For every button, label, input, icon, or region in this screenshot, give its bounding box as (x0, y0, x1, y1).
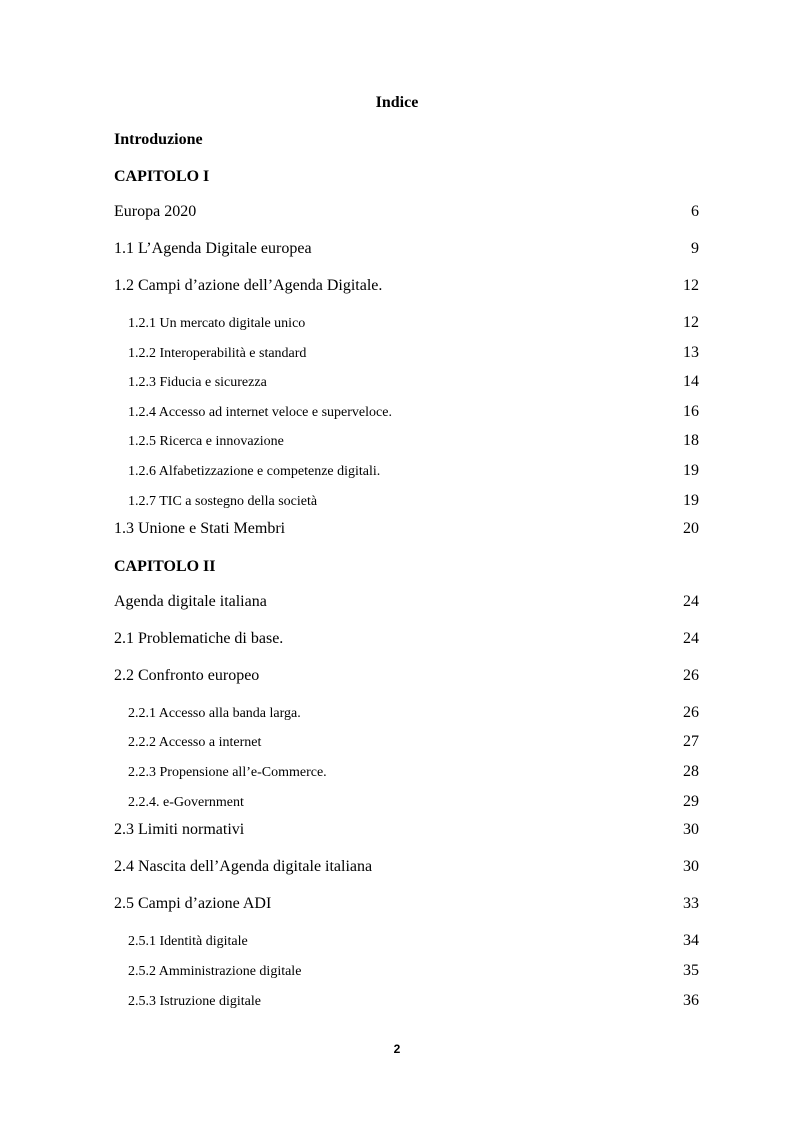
introduction-heading: Introduzione (114, 131, 203, 148)
toc-entry-label: 2.5 Campi d’azione ADI (114, 895, 272, 912)
toc-entry-page: 34 (683, 932, 699, 949)
toc-entry (114, 277, 699, 299)
toc-entry (114, 203, 699, 225)
toc-entry-page: 30 (683, 858, 699, 875)
toc-entry-label: 2.2.3 Propensione all’e-Commerce. (128, 765, 327, 780)
toc-entry-label: 2.5.3 Istruzione digitale (128, 994, 261, 1009)
toc-entry (128, 462, 699, 484)
toc-entry (114, 630, 699, 652)
toc-entry-label: 1.2.7 TIC a sostegno della società (128, 494, 318, 509)
toc-entry-page: 30 (683, 821, 699, 838)
toc-entry-label: 1.1 L’Agenda Digitale europea (114, 240, 312, 257)
toc-entry-page: 6 (691, 203, 699, 220)
toc-entry-label: Europa 2020 (114, 203, 197, 220)
toc-entry-page: 29 (683, 793, 699, 810)
toc-entry-page: 12 (683, 314, 699, 331)
toc-entry-page: 35 (683, 962, 699, 979)
chapter-2-heading: CAPITOLO II (114, 558, 216, 575)
toc-entry (128, 373, 699, 395)
toc-entry-label: 2.1 Problematiche di base. (114, 630, 284, 647)
toc-entry-page: 28 (683, 763, 699, 780)
toc-entry (128, 992, 699, 1014)
toc-entry (128, 763, 699, 785)
toc-entry (128, 344, 699, 366)
toc-entry-label: 2.2.2 Accesso a internet (128, 735, 262, 750)
toc-entry-label: 1.2.1 Un mercato digitale unico (128, 316, 306, 331)
toc-entry (128, 733, 699, 755)
toc-entry (128, 403, 699, 425)
toc-entry-label: 1.2.3 Fiducia e sicurezza (128, 375, 267, 390)
toc-entry (114, 895, 699, 917)
toc-entry (114, 821, 699, 843)
toc-entry-page: 14 (683, 373, 699, 390)
toc-entry-page: 24 (683, 630, 699, 647)
toc-entry-label: 1.2.2 Interoperabilità e standard (128, 346, 307, 361)
toc-entry-label: 1.2.5 Ricerca e innovazione (128, 434, 284, 449)
toc-entry (128, 793, 699, 815)
toc-entry-page: 19 (683, 462, 699, 479)
toc-entry-label: 2.3 Limiti normativi (114, 821, 245, 838)
toc-entry (128, 932, 699, 954)
toc-entry-page: 13 (683, 344, 699, 361)
toc-entry-label: 1.2 Campi d’azione dell’Agenda Digitale. (114, 277, 383, 294)
toc-entry-page: 18 (683, 432, 699, 449)
toc-entry-page: 16 (683, 403, 699, 420)
toc-entry (128, 492, 699, 514)
toc-entry-page: 27 (683, 733, 699, 750)
toc-entry-label: 2.5.1 Identità digitale (128, 934, 248, 949)
toc-entry (128, 432, 699, 454)
toc-entry (128, 704, 699, 726)
chapter-1-heading: CAPITOLO I (114, 168, 210, 185)
toc-entry-label: 2.4 Nascita dell’Agenda digitale italiana (114, 858, 373, 875)
toc-entry-page: 9 (691, 240, 699, 257)
toc-entry-label: 2.2.4. e-Government (128, 795, 244, 810)
toc-entry-label: 1.2.6 Alfabetizzazione e competenze digitali. (128, 464, 381, 479)
toc-entry (114, 520, 699, 542)
toc-entry-page: 26 (683, 667, 699, 684)
toc-entry (114, 593, 699, 615)
toc-entry-label: 2.2 Confronto europeo (114, 667, 260, 684)
toc-entry-label: 1.3 Unione e Stati Membri (114, 520, 286, 537)
toc-entry-page: 33 (683, 895, 699, 912)
toc-entry-label: 2.2.1 Accesso alla banda larga. (128, 706, 301, 721)
toc-entry-page: 19 (683, 492, 699, 509)
toc-entry-label: Agenda digitale italiana (114, 593, 267, 610)
toc-entry-page: 12 (683, 277, 699, 294)
toc-entry (114, 858, 699, 880)
toc-entry (128, 314, 699, 336)
toc-entry (114, 240, 699, 262)
toc-entry-page: 20 (683, 520, 699, 537)
toc-entry-label: 1.2.4 Accesso ad internet veloce e superveloce. (128, 405, 392, 420)
toc-entry-page: 24 (683, 593, 699, 610)
toc-entry (128, 962, 699, 984)
toc-entry-page: 26 (683, 704, 699, 721)
toc-entry-page: 36 (683, 992, 699, 1009)
page-number: 2 (393, 1042, 401, 1056)
toc-entry-label: 2.5.2 Amministrazione digitale (128, 964, 302, 979)
page-title: Indice (375, 94, 419, 111)
toc-entry (114, 667, 699, 689)
